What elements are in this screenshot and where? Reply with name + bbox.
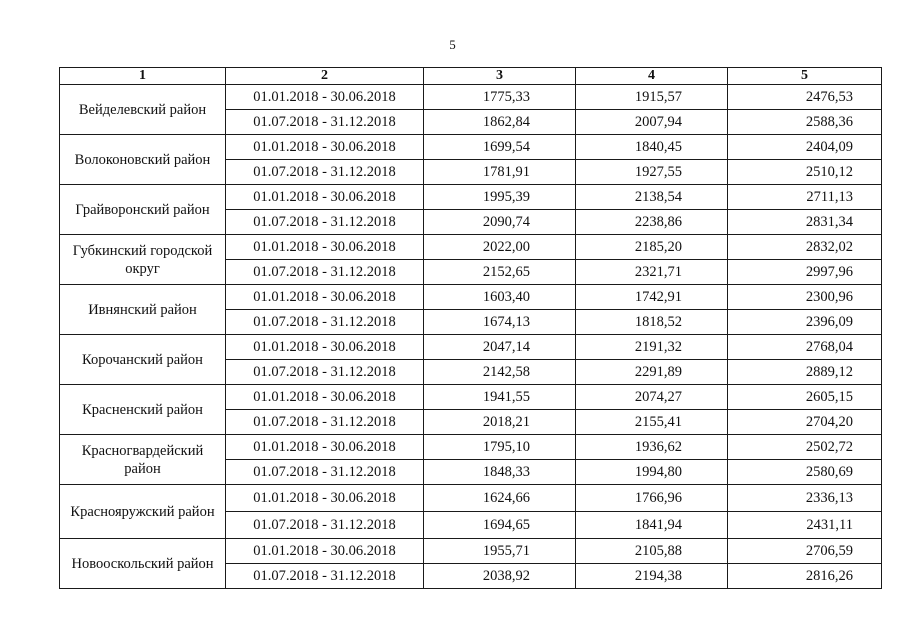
period-cell: 01.07.2018 - 31.12.2018 <box>226 310 424 335</box>
value-cell-4: 1841,94 <box>576 512 728 539</box>
value-cell-4: 1840,45 <box>576 135 728 160</box>
value-cell-4: 1994,80 <box>576 460 728 485</box>
value-cell-4: 2185,20 <box>576 235 728 260</box>
value-cell-3: 1795,10 <box>424 435 576 460</box>
period-cell: 01.01.2018 - 30.06.2018 <box>226 435 424 460</box>
value-cell-3: 2047,14 <box>424 335 576 360</box>
value-cell-4: 2074,27 <box>576 385 728 410</box>
period-cell: 01.01.2018 - 30.06.2018 <box>226 539 424 564</box>
value-cell-4: 1927,55 <box>576 160 728 185</box>
period-cell: 01.01.2018 - 30.06.2018 <box>226 485 424 512</box>
district-name: Новооскольский район <box>60 539 226 589</box>
period-cell: 01.01.2018 - 30.06.2018 <box>226 235 424 260</box>
value-cell-4: 2007,94 <box>576 110 728 135</box>
period-cell: 01.07.2018 - 31.12.2018 <box>226 360 424 385</box>
district-name: Вейделевский район <box>60 85 226 135</box>
value-cell-5: 2580,69 <box>728 460 882 485</box>
period-cell: 01.07.2018 - 31.12.2018 <box>226 512 424 539</box>
value-cell-5: 2404,09 <box>728 135 882 160</box>
value-cell-3: 2018,21 <box>424 410 576 435</box>
value-cell-4: 1818,52 <box>576 310 728 335</box>
value-cell-3: 2022,00 <box>424 235 576 260</box>
value-cell-5: 2768,04 <box>728 335 882 360</box>
page-number: 5 <box>449 37 456 52</box>
district-name: Волоконовский район <box>60 135 226 185</box>
value-cell-5: 2300,96 <box>728 285 882 310</box>
value-cell-5: 2476,53 <box>728 85 882 110</box>
table-row <box>60 435 882 460</box>
value-cell-5: 2706,59 <box>728 539 882 564</box>
value-cell-5: 2588,36 <box>728 110 882 135</box>
value-cell-4: 2105,88 <box>576 539 728 564</box>
value-cell-3: 1775,33 <box>424 85 576 110</box>
value-cell-5: 2704,20 <box>728 410 882 435</box>
table-row <box>60 135 882 160</box>
value-cell-4: 1936,62 <box>576 435 728 460</box>
value-cell-4: 2321,71 <box>576 260 728 285</box>
table-row <box>60 539 882 564</box>
value-cell-5: 2816,26 <box>728 564 882 589</box>
column-header-5: 5 <box>728 68 882 85</box>
period-cell: 01.01.2018 - 30.06.2018 <box>226 185 424 210</box>
period-cell: 01.01.2018 - 30.06.2018 <box>226 85 424 110</box>
district-name: Красногвардейский район <box>60 435 226 485</box>
value-cell-5: 2605,15 <box>728 385 882 410</box>
value-cell-5: 2832,02 <box>728 235 882 260</box>
period-cell: 01.07.2018 - 31.12.2018 <box>226 110 424 135</box>
table-row <box>60 85 882 110</box>
table-header-row <box>60 68 882 85</box>
value-cell-4: 1915,57 <box>576 85 728 110</box>
district-name: Грайворонский район <box>60 185 226 235</box>
value-cell-4: 2194,38 <box>576 564 728 589</box>
value-cell-5: 2502,72 <box>728 435 882 460</box>
value-cell-3: 1862,84 <box>424 110 576 135</box>
district-name: Губкинский городской округ <box>60 235 226 285</box>
period-cell: 01.07.2018 - 31.12.2018 <box>226 460 424 485</box>
period-cell: 01.01.2018 - 30.06.2018 <box>226 285 424 310</box>
value-cell-4: 2138,54 <box>576 185 728 210</box>
value-cell-3: 1848,33 <box>424 460 576 485</box>
period-cell: 01.07.2018 - 31.12.2018 <box>226 410 424 435</box>
value-cell-4: 2238,86 <box>576 210 728 235</box>
tariff-table <box>59 67 882 589</box>
value-cell-3: 2090,74 <box>424 210 576 235</box>
value-cell-5: 2711,13 <box>728 185 882 210</box>
value-cell-3: 1624,66 <box>424 485 576 512</box>
district-name: Краснояружский район <box>60 485 226 539</box>
value-cell-3: 2142,58 <box>424 360 576 385</box>
table-row <box>60 285 882 310</box>
table-row <box>60 185 882 210</box>
value-cell-5: 2396,09 <box>728 310 882 335</box>
value-cell-5: 2997,96 <box>728 260 882 285</box>
column-header-3: 3 <box>424 68 576 85</box>
value-cell-5: 2431,11 <box>728 512 882 539</box>
value-cell-4: 2291,89 <box>576 360 728 385</box>
period-cell: 01.01.2018 - 30.06.2018 <box>226 385 424 410</box>
value-cell-3: 2038,92 <box>424 564 576 589</box>
period-cell: 01.07.2018 - 31.12.2018 <box>226 160 424 185</box>
value-cell-4: 1766,96 <box>576 485 728 512</box>
value-cell-5: 2336,13 <box>728 485 882 512</box>
value-cell-3: 1941,55 <box>424 385 576 410</box>
district-name: Ивнянский район <box>60 285 226 335</box>
table-row <box>60 485 882 512</box>
district-name: Красненский район <box>60 385 226 435</box>
value-cell-3: 2152,65 <box>424 260 576 285</box>
period-cell: 01.07.2018 - 31.12.2018 <box>226 210 424 235</box>
value-cell-4: 2191,32 <box>576 335 728 360</box>
value-cell-5: 2831,34 <box>728 210 882 235</box>
column-header-2: 2 <box>226 68 424 85</box>
value-cell-5: 2889,12 <box>728 360 882 385</box>
table-body <box>60 85 882 589</box>
value-cell-3: 1603,40 <box>424 285 576 310</box>
value-cell-3: 1995,39 <box>424 185 576 210</box>
value-cell-3: 1694,65 <box>424 512 576 539</box>
column-header-4: 4 <box>576 68 728 85</box>
value-cell-3: 1955,71 <box>424 539 576 564</box>
value-cell-4: 2155,41 <box>576 410 728 435</box>
value-cell-4: 1742,91 <box>576 285 728 310</box>
period-cell: 01.07.2018 - 31.12.2018 <box>226 564 424 589</box>
column-header-1: 1 <box>60 68 226 85</box>
value-cell-3: 1674,13 <box>424 310 576 335</box>
table-row <box>60 335 882 360</box>
period-cell: 01.01.2018 - 30.06.2018 <box>226 135 424 160</box>
table-row <box>60 385 882 410</box>
table-row <box>60 235 882 260</box>
value-cell-3: 1699,54 <box>424 135 576 160</box>
period-cell: 01.01.2018 - 30.06.2018 <box>226 335 424 360</box>
value-cell-5: 2510,12 <box>728 160 882 185</box>
period-cell: 01.07.2018 - 31.12.2018 <box>226 260 424 285</box>
value-cell-3: 1781,91 <box>424 160 576 185</box>
district-name: Корочанский район <box>60 335 226 385</box>
